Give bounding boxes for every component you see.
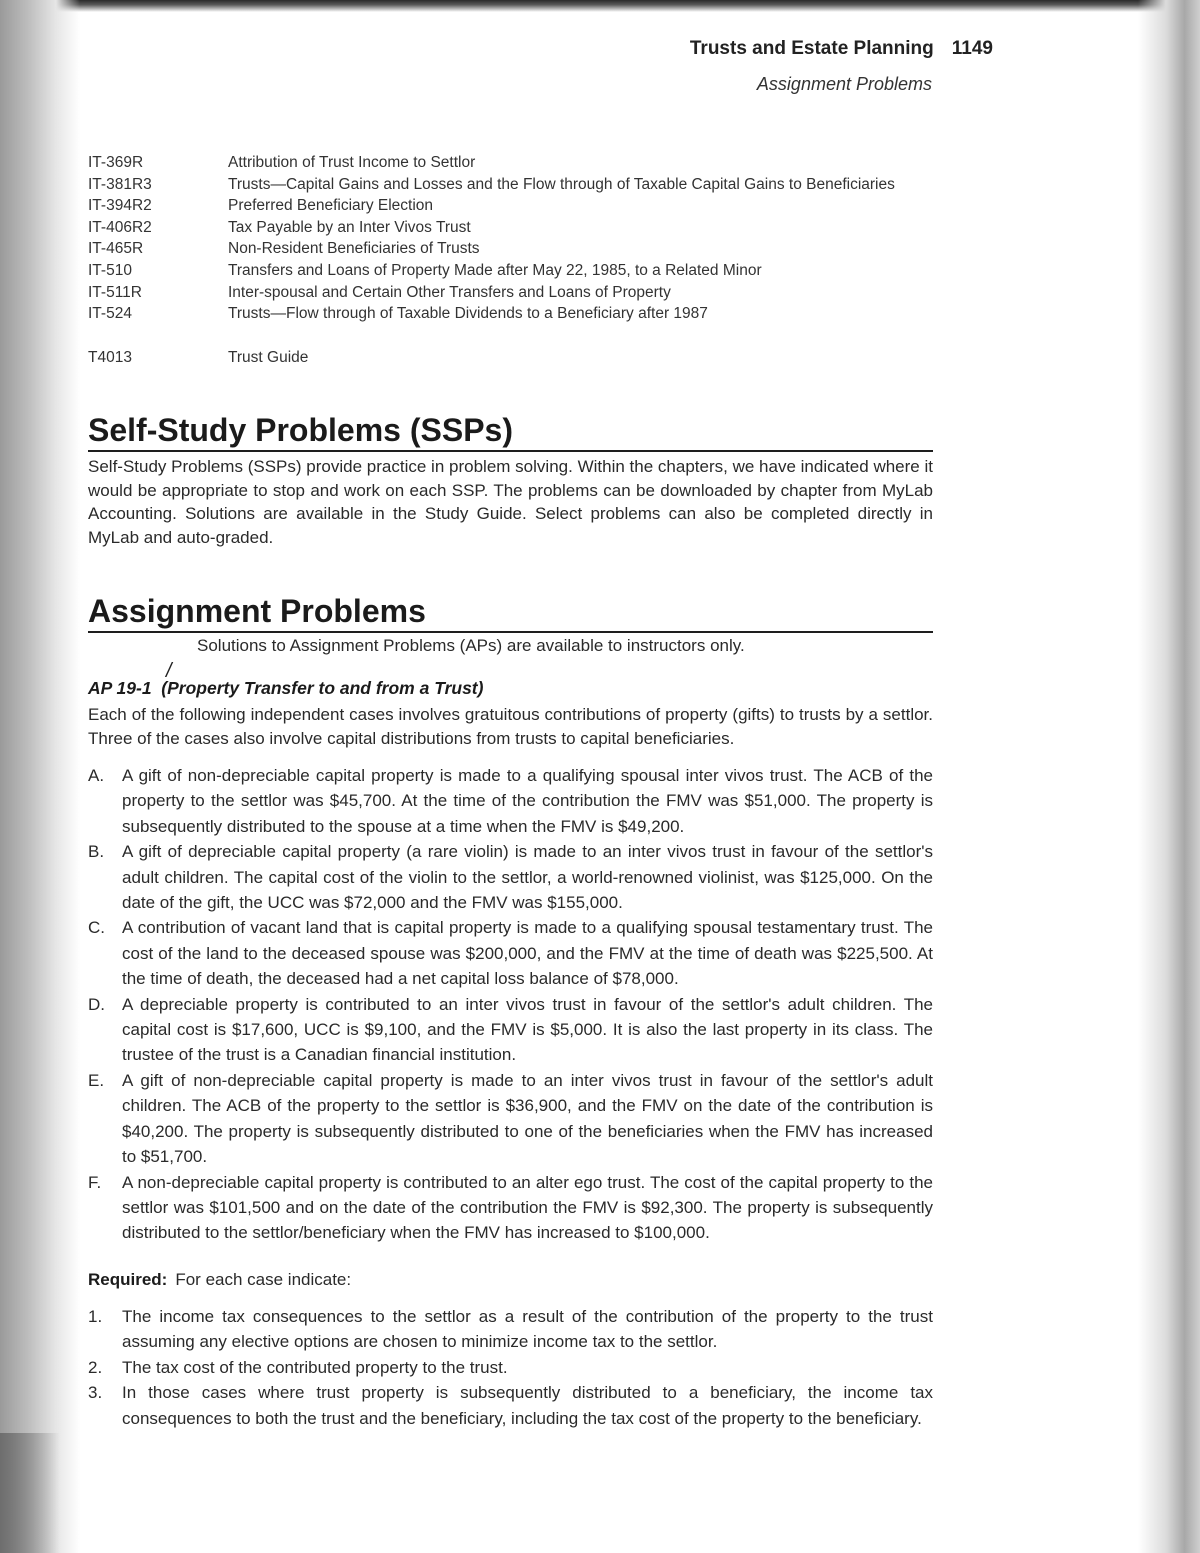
reference-row <box>88 195 948 217</box>
assignment-heading: Assignment Problems <box>88 592 933 633</box>
reference-row <box>88 238 948 260</box>
reference-row <box>88 152 948 174</box>
ref-code: IT-394R2 <box>88 197 152 215</box>
requirement-item <box>88 1380 933 1431</box>
guide-row <box>88 347 948 369</box>
ref-code: IT-510 <box>88 261 132 279</box>
chapter-title: Trusts and Estate Planning <box>689 38 934 59</box>
ref-code: IT-511R <box>88 283 142 301</box>
requirement-label: 3. <box>88 1383 103 1403</box>
required-line <box>88 1270 351 1290</box>
page-number: 1149 <box>951 38 993 59</box>
reference-row <box>88 303 948 325</box>
requirement-item <box>88 1304 933 1355</box>
ref-title: Tax Payable by an Inter Vivos Trust <box>228 218 471 236</box>
guide-title: Trust Guide <box>228 348 309 366</box>
reference-row <box>88 217 948 239</box>
case-item <box>88 1170 933 1246</box>
reference-row <box>88 282 948 304</box>
ref-title: Trusts—Flow through of Taxable Dividends to a Beneficiary after 1987 <box>228 305 708 323</box>
reference-list <box>88 152 948 368</box>
handwritten-check-mark: / <box>166 660 172 682</box>
problem-intro: Each of the following independent cases involves gratuitous contributions of property (gifts) to trusts by a settlor. Three of the cases also involve capital distributions from trusts to capital beneficiaries. <box>88 705 933 748</box>
ref-code: IT-524 <box>88 305 132 323</box>
case-label: D. <box>88 994 105 1014</box>
ssp-paragraph: Self-Study Problems (SSPs) provide practice in problem solving. Within the chapters, we have indicated where it would be appropriate to stop and work on each SSP. The problems can be downloaded by chapter from MyLab Accounting. Solutions are available in the Study Guide. Select problems can also be completed directly in MyLab and auto-graded. <box>88 457 933 548</box>
requirement-label: 2. <box>88 1357 103 1377</box>
running-header <box>88 38 993 94</box>
case-label: F. <box>88 1172 102 1192</box>
case-text: A gift of non-depreciable capital property is made to a qualifying spousal inter vivos trust. The ACB of the property to the settlor was $45,700. At the time of the contribution the FMV was $51,000. The property is subsequently distributed to the spouse at a time when the FMV is $49,200. <box>122 766 933 836</box>
section-title: Assignment Problems <box>756 74 932 94</box>
ref-title: Trusts—Capital Gains and Losses and the Flow through of Taxable Capital Gains to Beneficiaries <box>228 175 895 193</box>
scan-edge-left <box>0 0 80 1553</box>
ssp-heading: Self-Study Problems (SSPs) <box>88 411 933 452</box>
case-text: A depreciable property is contributed to an inter vivos trust in favour of the settlor's adult children. The capital cost is $17,600, UCC is $9,100, and the FMV is $5,000. It is also the last property in its class. The trustee of the trust is a Canadian financial institution. <box>122 994 933 1065</box>
scan-edge-bottom <box>0 1433 60 1553</box>
required-text: For each case indicate: <box>175 1270 352 1289</box>
ref-title: Preferred Beneficiary Election <box>228 197 434 215</box>
reference-row <box>88 174 948 196</box>
ref-title: Non-Resident Beneficiaries of Trusts <box>228 240 480 258</box>
case-item <box>88 992 933 1068</box>
requirement-text: In those cases where trust property is subsequently distributed to a beneficiary, the income tax consequences to both the trust and the beneficiary, including the tax cost of the property to the beneficiary. <box>122 1383 933 1428</box>
ref-code: IT-369R <box>88 154 144 171</box>
case-text: A non-depreciable capital property is contributed to an alter ego trust. The cost of the capital property to the settlor was $101,500 and on the date of the contribution the FMV is $92,300. The property is subsequently distributed to the settlor/beneficiary when the FMV has increased to $100,000. <box>122 1172 933 1243</box>
solutions-note: Solutions to Assignment Problems (APs) are available to instructors only. <box>197 636 745 655</box>
requirement-text: The income tax consequences to the settlor as a result of the contribution of the property to the trust assuming any elective options are chosen to minimize income tax to the settlor. <box>122 1307 933 1352</box>
case-label: B. <box>88 842 105 862</box>
case-list <box>88 763 933 1246</box>
guide-code: T4013 <box>88 348 132 366</box>
ref-code: IT-381R3 <box>88 175 152 193</box>
ref-code: IT-406R2 <box>88 218 152 236</box>
case-item <box>88 763 933 839</box>
requirements-list <box>88 1304 933 1431</box>
problem-title: AP 19-1 (Property Transfer to and from a Trust) <box>88 678 484 698</box>
requirement-label: 1. <box>88 1307 103 1326</box>
case-label: E. <box>88 1070 105 1090</box>
scan-edge-top <box>0 0 1200 12</box>
case-item <box>88 915 933 991</box>
case-label: A. <box>88 766 105 785</box>
requirement-text: The tax cost of the contributed property to the trust. <box>122 1357 508 1377</box>
reference-row <box>88 260 948 282</box>
case-label: C. <box>88 918 105 938</box>
case-item <box>88 839 933 915</box>
case-text: A gift of depreciable capital property (a rare violin) is made to an inter vivos trust in favour of the settlor's adult children. The capital cost of the violin to the settlor, a world-renowned violinist, was $125,000. On the date of the gift, the UCC was $72,000 and the FMV was $155,000. <box>122 842 933 913</box>
case-text: A contribution of vacant land that is capital property is made to a qualifying spousal testamentary trust. The cost of the land to the deceased spouse was $200,000, and the FMV at the time of death was $225,500. At the time of death, the deceased had a net capital loss balance of $78,000. <box>122 918 933 989</box>
case-item <box>88 1068 933 1170</box>
ref-code: IT-465R <box>88 240 144 258</box>
scan-edge-right <box>1138 0 1200 1553</box>
ref-title: Attribution of Trust Income to Settlor <box>228 154 476 171</box>
case-text: A gift of non-depreciable capital property is made to an inter vivos trust in favour of the settlor's adult children. The ACB of the property to the settlor is $36,900, and the FMV on the date of the contribution is $40,200. The property is subsequently distributed to one of the beneficiaries when the FMV has increased to $51,700. <box>122 1070 933 1167</box>
required-label: Required: <box>88 1270 168 1289</box>
requirement-item <box>88 1355 933 1380</box>
ref-title: Transfers and Loans of Property Made after May 22, 1985, to a Related Minor <box>228 261 762 279</box>
ref-title: Inter-spousal and Certain Other Transfers and Loans of Property <box>228 283 671 301</box>
